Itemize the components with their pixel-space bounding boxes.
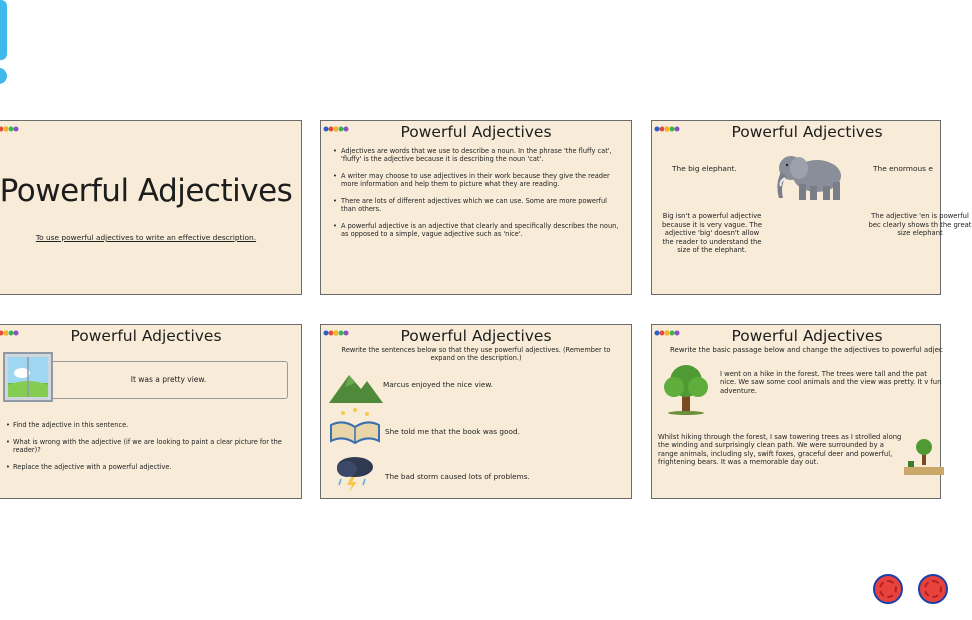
elephant-icon (767, 148, 851, 204)
slide-title: Powerful Adjectives (731, 123, 883, 141)
example-passage: Whilst hiking through the forest, I saw towering trees as I strolled along the winding and surprisingly clean path. We were surrounded by a range animals, including sly, swift foxes, graceful deer and powerful, frightening bears. It was a memorable day out. (658, 433, 902, 467)
slide-title: Powerful Adjectives (0, 173, 293, 209)
window-view-icon (2, 351, 54, 403)
tree-icon (656, 361, 716, 415)
bullet-list (5, 421, 285, 480)
slide-thumbnail-6[interactable] (651, 324, 941, 499)
slide-thumbnail-5[interactable] (320, 324, 632, 499)
slide-title: Powerful Adjectives (70, 327, 222, 345)
slide-title: Powerful Adjectives (400, 327, 552, 345)
bullet-item: • There are lots of different adjectives which we can use. Some are more powerful than others. (331, 197, 619, 213)
exclamation-decoration (0, 0, 8, 86)
bullet-item: • A writer may choose to use adjectives in their work because they give the reader more information and help them to picture what they are reading. (331, 172, 619, 188)
instructions: Rewrite the basic passage below and change the adjectives to powerful adjec (670, 346, 943, 354)
slide-thumbnail-1[interactable] (0, 120, 302, 295)
sentence-2: She told me that the book was good. (385, 427, 520, 436)
explanation-right: The adjective 'en is powerful bec clearly shows th the great size elephant (868, 212, 972, 238)
scribble-button[interactable] (918, 574, 948, 604)
bullet-item: • A powerful adjective is an adjective that clearly and specifically describes the noun, as opposed to a simple, vague adjective such as 'nice'. (331, 222, 619, 238)
landscape-icon (904, 433, 944, 475)
slide-title: Powerful Adjectives (400, 123, 552, 141)
bullet-item: • Replace the adjective with a powerful adjective. (5, 463, 285, 471)
slide-thumbnail-4[interactable] (0, 324, 302, 499)
caption-right: The enormous e (873, 164, 933, 173)
sentence-box (49, 361, 288, 399)
logo-icon (0, 124, 21, 133)
basic-passage: I went on a hike in the forest. The trees were tall and the pat nice. We saw some cool animals and the view was pretty. It v fun adventure. (720, 370, 942, 395)
bullet-list (331, 147, 619, 247)
example-sentence: It was a pretty view. (130, 375, 207, 384)
scribble-button[interactable] (873, 574, 903, 604)
slide-thumbnail-2[interactable] (320, 120, 632, 295)
learning-objective: To use powerful adjectives to write an effective description. (35, 233, 257, 242)
sentence-3: The bad storm caused lots of problems. (385, 472, 530, 481)
bullet-item: • What is wrong with the adjective (if we are looking to paint a clear picture for the reader)? (5, 438, 285, 454)
instructions: Rewrite the sentences below so that they use powerful adjectives. (Remember to expand on the description.) (341, 346, 611, 362)
slide-title: Powerful Adjectives (731, 327, 883, 345)
mountain-icon (327, 369, 383, 403)
caption-left: The big elephant. (672, 164, 737, 173)
storm-cloud-icon (333, 453, 377, 493)
sentence-1: Marcus enjoyed the nice view. (383, 380, 493, 389)
bullet-item: • Adjectives are words that we use to describe a noun. In the phrase 'the fluffy cat', 'fluffy' is the adjective because it is describing the noun 'cat'. (331, 147, 619, 163)
open-book-icon (327, 407, 383, 445)
explanation-left: Big isn't a powerful adjective because it is very vague. The adjective 'big' doesn't allow the reader to understand the size of the elephant. (661, 212, 763, 255)
bullet-item: • Find the adjective in this sentence. (5, 421, 285, 429)
slide-thumbnail-3[interactable] (651, 120, 972, 295)
